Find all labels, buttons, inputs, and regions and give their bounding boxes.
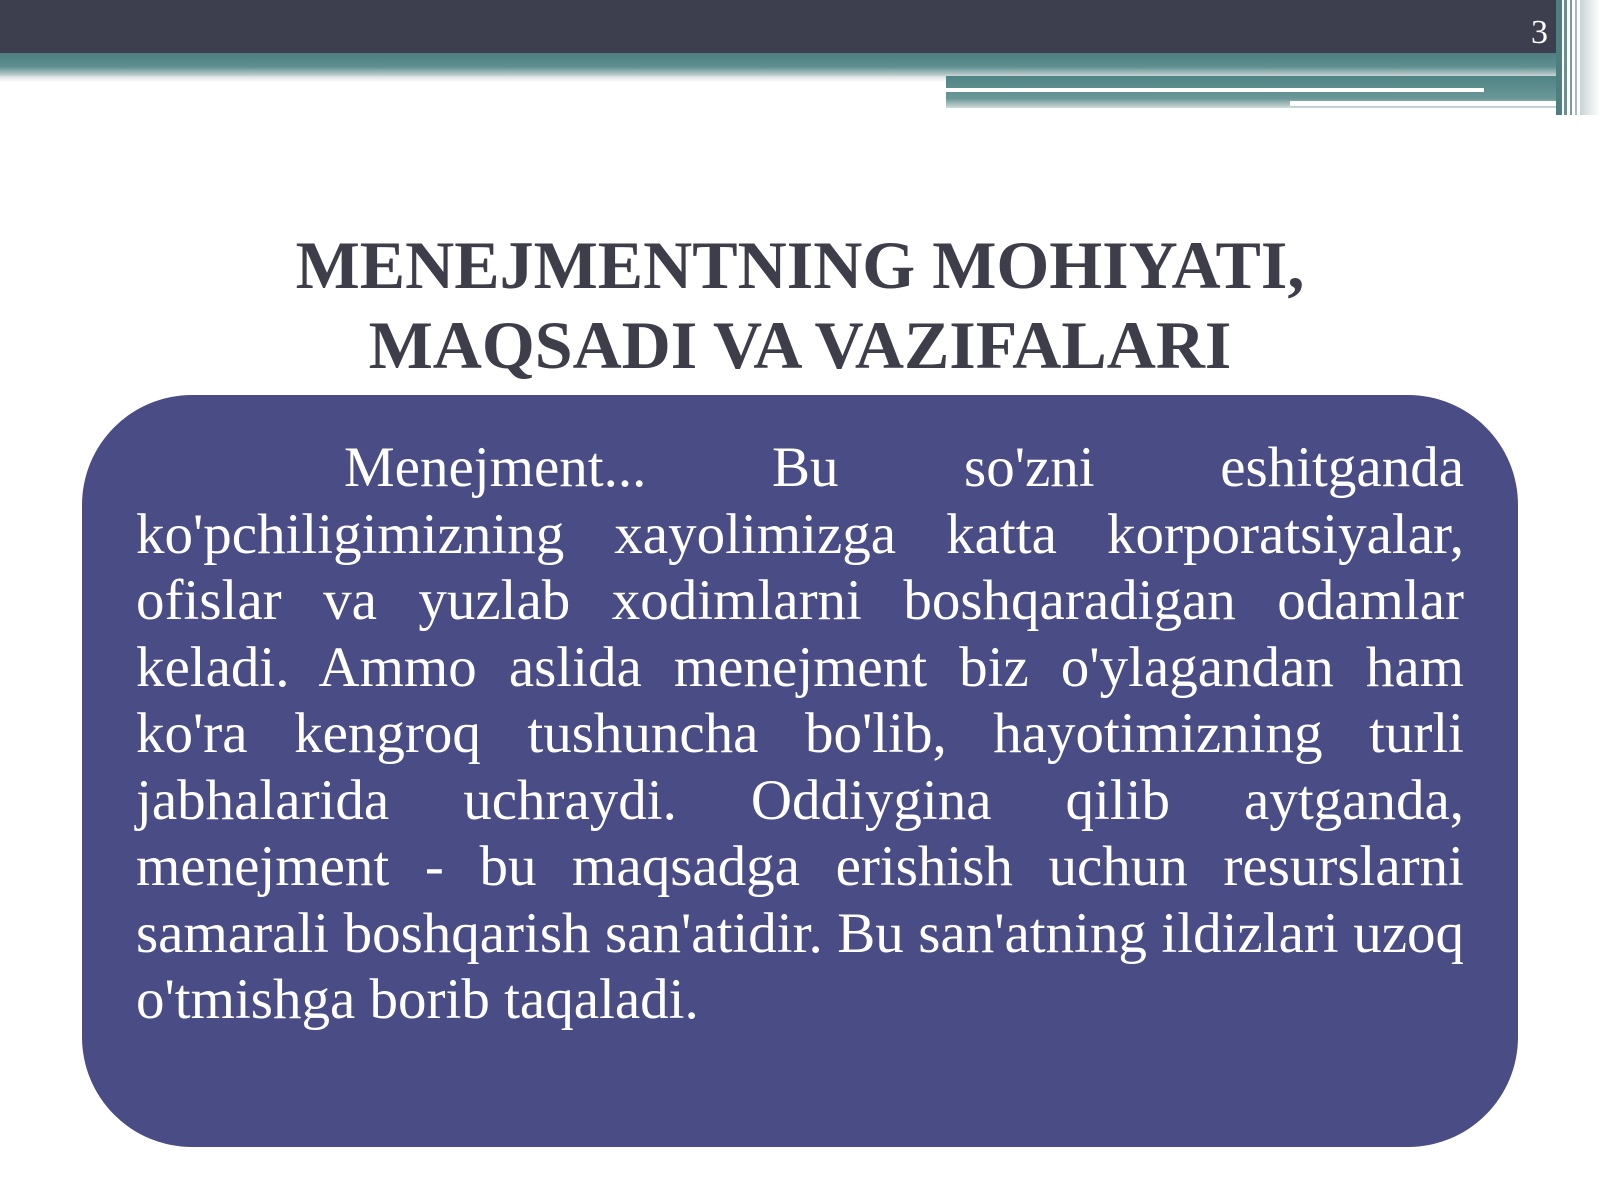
right-stripe [1564,0,1567,115]
header-band-teal [0,53,1560,76]
header-band-shadow [0,76,946,82]
right-stripe-fade [1580,0,1600,115]
slide-number: 3 [1531,14,1548,51]
body-paragraph: Menejment... Bu so'zni eshitganda ko'pchiligimizning xayolimizga katta korporatsiyalar, ofislar va yuzlab xodimlarni boshqaradigan odamlar keladi. Ammo aslida menejment biz o'ylagandan ham ko'ra kengroq tushuncha bo'lib, hayotimizning turli jabhalarida uchraydi. Oddiygina qilib aytganda, menejment - bu maqsadga erishish uchun resurslarni samarali boshqarish san'atidir. Bu san'atning ildizlari uzoq o'tmishga borib taqaladi. [136,436,1464,1031]
slide-title [100,225,1500,385]
slide-title-line2: MAQSADI VA VAZIFALARI [368,307,1232,383]
right-stripe [1556,0,1562,115]
right-stripe [1570,0,1572,115]
header-accent-line [946,88,1484,92]
slide-title-line1: MENEJMENTNING MOHIYATI, [295,227,1305,303]
header-band-dark [0,0,1560,53]
right-stripe [1575,0,1577,115]
header-accent-line-short [1290,101,1560,106]
